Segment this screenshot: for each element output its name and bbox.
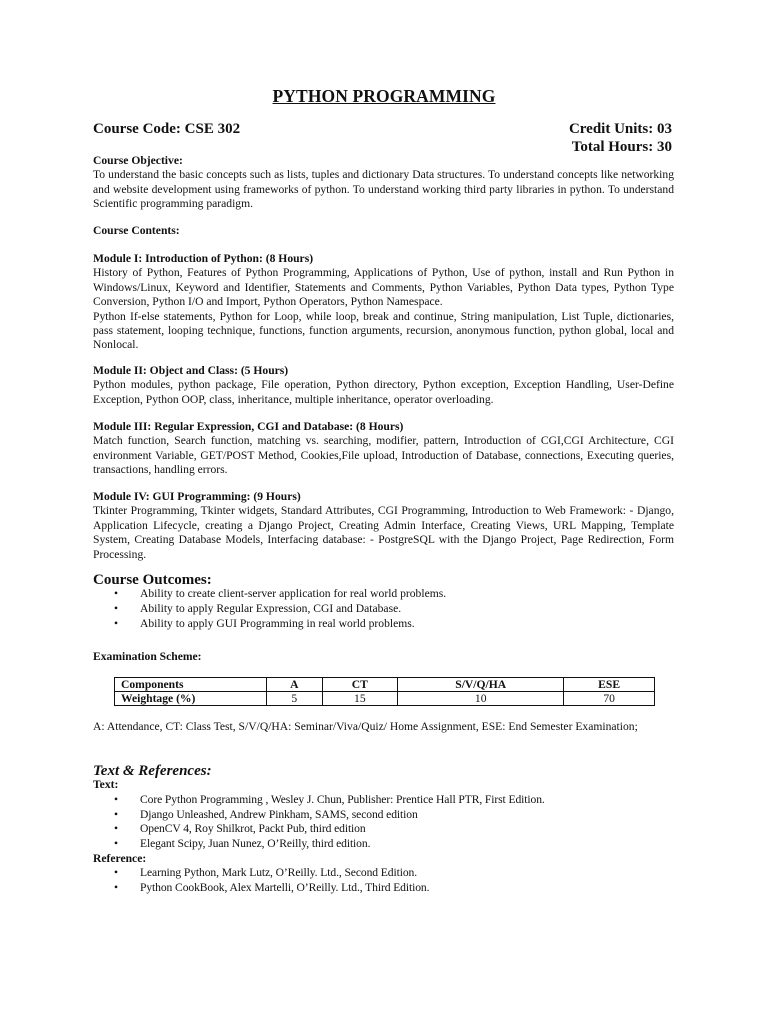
table-cell: 15 — [322, 692, 398, 706]
module-paragraph: Python If-else statements, Python for Loop, while loop, break and continue, String manipulation, List Tuple, dictionaries, pass statement, looping technique, functions, function arguments, recursion, anonymous function, python global, local and Nonlocal. — [93, 309, 674, 352]
module-paragraph: Tkinter Programming, Tkinter widgets, Standard Attributes, CGI Programming, Introduction to Web Framework: - Django, Application Lifecycle, creating a Django Project, Creating Admin Interface, Creating Views, URL Mapping, Template System, Creating Database Models, Interfacing database: - PostgreSQL with the Django Project, Page Redirection, Form Processing. — [93, 504, 674, 561]
table-row — [115, 692, 655, 706]
reference-list — [93, 866, 674, 895]
module-paragraph: History of Python, Features of Python Programming, Applications of Python, Use of python, install and Run Python in Windows/Linux, Keyword and Identifier, Statements and Comments, Python Variables, Python Data types, Python Type Conversion, Python I/O and Import, Python Operators, Python Namespace. — [93, 266, 674, 309]
course-outcomes-section — [93, 573, 674, 632]
credit-units: Credit Units: 03 — [568, 121, 672, 137]
module-4 — [93, 490, 674, 562]
table-cell: 70 — [564, 692, 655, 706]
list-item: • Ability to apply Regular Expression, CGI and Database. — [93, 602, 674, 617]
outcomes-heading: Course Outcomes: — [93, 572, 212, 588]
list-item: • OpenCV 4, Roy Shilkrot, Packt Pub, third edition — [93, 822, 674, 837]
module-paragraph: Python modules, python package, File operation, Python directory, Python exception, Exception Handling, User-Define Exception, Python OOP, class, inheritance, multiple inheritance, operator overloading. — [93, 378, 674, 406]
module-heading: Module IV: GUI Programming: (9 Hours) — [93, 490, 301, 503]
table-header-cell: CT — [322, 678, 398, 692]
table-row-label: Weightage (%) — [115, 692, 267, 706]
module-2 — [93, 364, 674, 407]
module-1 — [93, 252, 674, 353]
total-hours: Total Hours: 30 — [571, 139, 672, 155]
list-item: • Learning Python, Mark Lutz, O’Reilly. Ltd., Second Edition. — [93, 866, 674, 881]
text-subheading: Text: — [93, 778, 119, 792]
course-code: Course Code: CSE 302 — [93, 121, 241, 137]
table-header-cell: S/V/Q/HA — [398, 678, 564, 692]
objective-heading: Course Objective: — [93, 154, 183, 167]
table-header-row — [115, 678, 655, 692]
table-header-cell: Components — [115, 678, 267, 692]
reference-subheading: Reference: — [93, 851, 147, 865]
table-cell: 5 — [267, 692, 323, 706]
list-item: • Python CookBook, Alex Martelli, O’Reilly. Ltd., Third Edition. — [93, 881, 674, 896]
text-references-section — [93, 764, 674, 895]
outcomes-list — [93, 587, 674, 631]
list-item: • Elegant Scipy, Juan Nunez, O’Reilly, third edition. — [93, 837, 674, 852]
text-list — [93, 793, 674, 852]
module-3 — [93, 420, 674, 478]
list-item: • Ability to apply GUI Programming in real world problems. — [93, 617, 674, 632]
examination-table — [114, 677, 655, 706]
objective-text: To understand the basic concepts such as lists, tuples and dictionary Data structures. To understand concepts like networking and website development using frameworks of python. To understand working third party libraries in python. To understand Scientific programming paradigm. — [93, 168, 674, 211]
examination-scheme-heading: Examination Scheme: — [93, 650, 202, 663]
list-item: • Core Python Programming , Wesley J. Chun, Publisher: Prentice Hall PTR, First Edition. — [93, 793, 674, 808]
course-objective-section — [93, 154, 674, 212]
list-item: • Ability to create client-server application for real world problems. — [93, 587, 674, 602]
module-heading: Module I: Introduction of Python: (8 Hours) — [93, 252, 314, 265]
module-heading: Module III: Regular Expression, CGI and Database: (8 Hours) — [93, 420, 404, 433]
course-header — [93, 121, 672, 138]
page-title: PYTHON PROGRAMMING — [272, 86, 496, 106]
table-cell: 10 — [398, 692, 564, 706]
exam-legend-note: A: Attendance, CT: Class Test, S/V/Q/HA: Seminar/Viva/Quiz/ Home Assignment, ESE: End Semester Examination; — [93, 720, 638, 733]
table-header-cell: A — [267, 678, 323, 692]
list-item: • Django Unleashed, Andrew Pinkham, SAMS, second edition — [93, 808, 674, 823]
table-header-cell: ESE — [564, 678, 655, 692]
module-heading: Module II: Object and Class: (5 Hours) — [93, 364, 289, 377]
course-contents-heading: Course Contents: — [93, 224, 180, 237]
references-heading: Text & References: — [93, 763, 212, 779]
module-paragraph: Match function, Search function, matching vs. searching, modifier, pattern, Introduction of CGI,CGI Architecture, CGI environment Variable, GET/POST Method, Cookies,File upload, Introduction of Database, connections, Executing queries, transactions, handling errors. — [93, 434, 674, 477]
